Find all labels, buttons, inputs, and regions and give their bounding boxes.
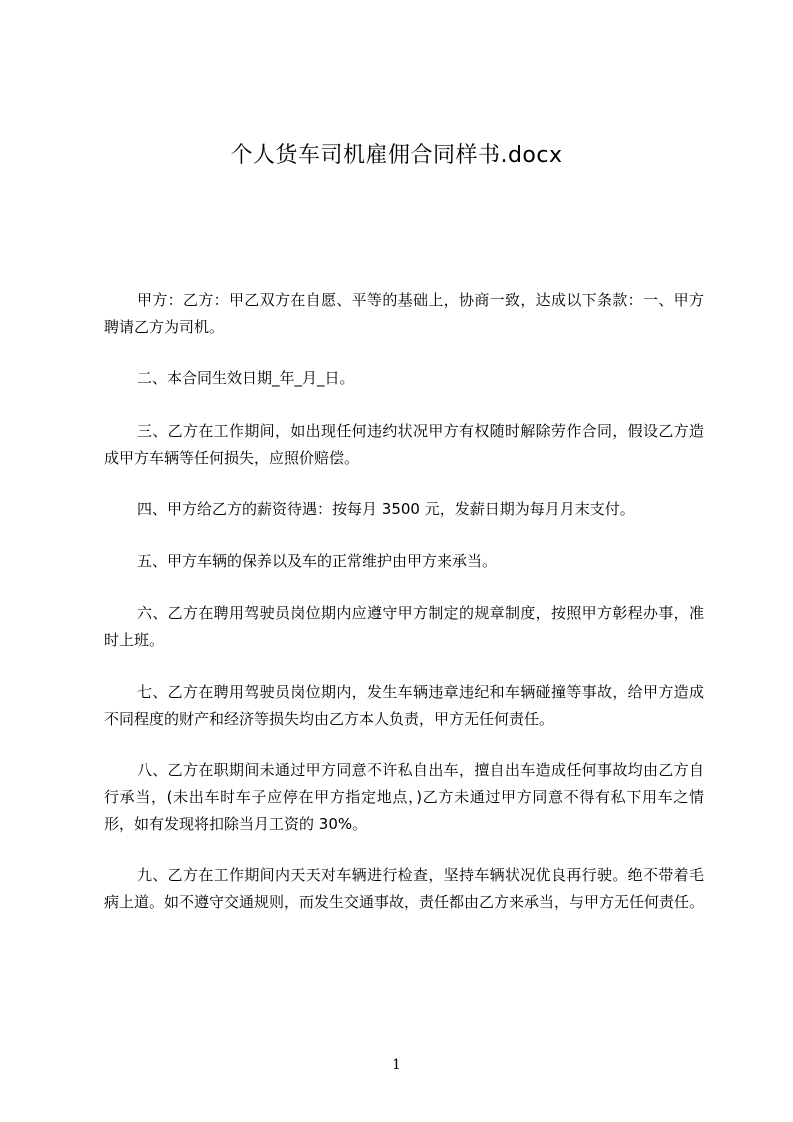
clause-paragraph-5: 五、甲方车辆的保养以及车的正常维护由甲方来承当。 [137, 552, 498, 570]
clause-paragraph-2: 二、本合同生效日期_年_月_日。 [137, 369, 355, 387]
clause-paragraph-7: 七、乙方在聘用驾驶员岗位期内，发生车辆违章违纪和车辆碰撞等事故，给甲方造成不同程度的财产和经济等损失均由乙方本人负责，甲方无任何责任。 [104, 683, 704, 728]
page-number: 1 [392, 1057, 401, 1073]
clause-paragraph-6: 六、乙方在聘用驾驶员岗位期内应遵守甲方制定的规章制度，按照甲方彰程办事，准时上班。 [104, 604, 704, 649]
clause-paragraph-9: 九、乙方在工作期间内天天对车辆进行检查，坚持车辆状况优良再行驶。绝不带着毛病上道。如不遵守交通规则，而发生交通事故，责任都由乙方来承当，与甲方无任何责任。 [104, 866, 705, 911]
clause-paragraph-4: 四、甲方给乙方的薪资待遇：按每月 3500 元，发薪日期为每月月末支付。 [137, 500, 635, 518]
clause-paragraph-3: 三、乙方在工作期间，如出现任何违约状况甲方有权随时解除劳作合同，假设乙方造成甲方车辆等任何损失，应照价赔偿。 [104, 422, 704, 467]
document-body [104, 287, 704, 941]
document-title: 个人货车司机雇佣合同样书.docx [230, 143, 563, 168]
clause-paragraph-1: 甲方：乙方：甲乙双方在自愿、平等的基础上，协商一致，达成以下条款：一、甲方聘请乙方为司机。 [104, 291, 704, 336]
clause-paragraph-8: 八、乙方在职期间未通过甲方同意不许私自出车，擅自出车造成任何事故均由乙方自行承当，(未出车时车子应停在甲方指定地点，)乙方未通过甲方同意不得有私下用车之情形，如有发现将扣除当月工资的 30%。 [104, 761, 704, 833]
